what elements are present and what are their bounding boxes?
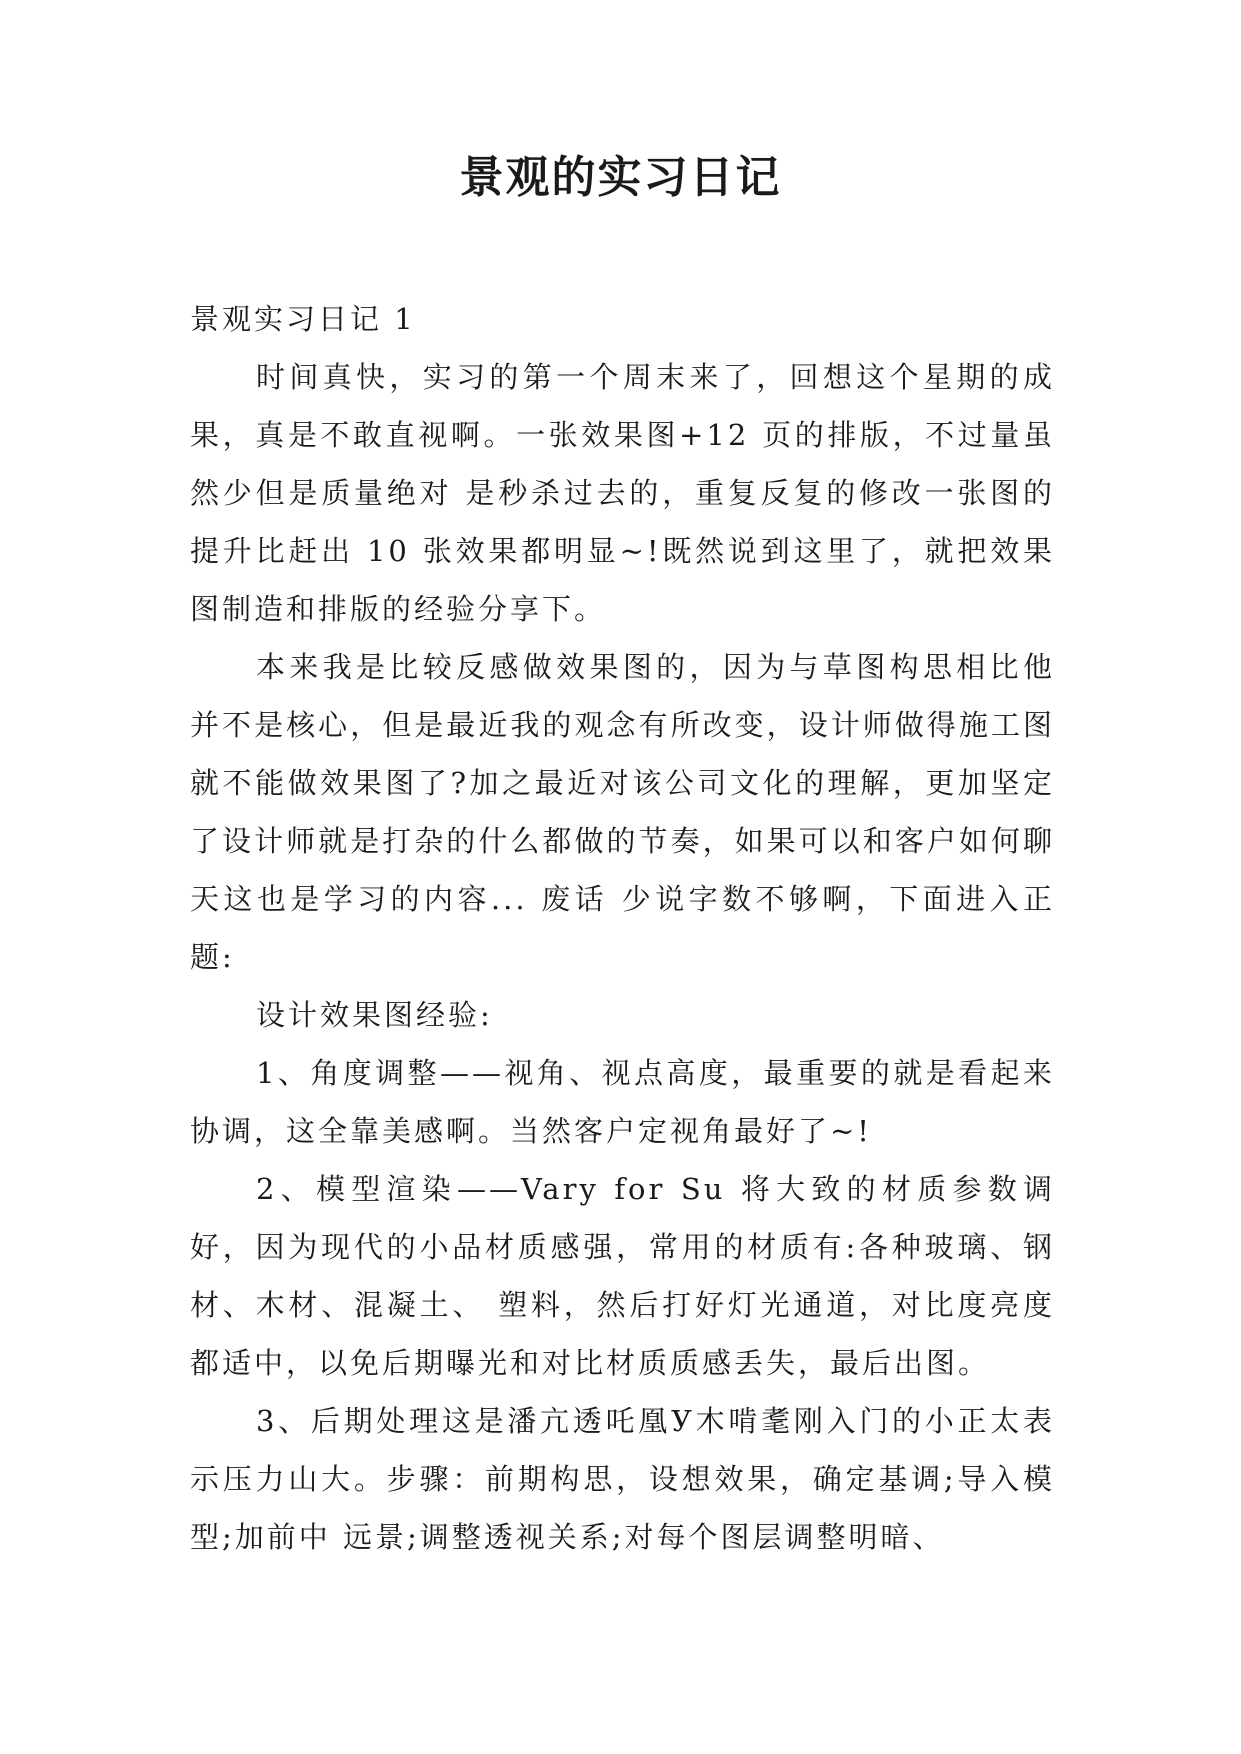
paragraph-6: 3、后期处理这是潘亢透吒凰У木啃耄刚入门的小正太表示压力山大。步骤：前期构思，设想效果，确定基调;导入模型;加前中 远景;调整透视关系;对每个图层调整明暗、	[190, 1404, 1055, 1554]
paragraph-4: 1、角度调整——视角、视点高度，最重要的就是看起来协调，这全靠美感啊。当然客户定视角最好了~!	[190, 1056, 1055, 1148]
paragraph-5: 2、模型渲染——Vary for Su 将大致的材质参数调好，因为现代的小品材质感强，常用的材质有:各种玻璃、钢材、木材、混凝土、 塑料，然后打好灯光通道，对比度亮度都适中，以免后期曝光和对比材质质感丢失，最后出图。	[190, 1172, 1055, 1380]
paragraph-1: 时间真快，实习的第一个周末来了，回想这个星期的成果，真是不敢直视啊。一张效果图+12 页的排版，不过量虽然少但是质量绝对 是秒杀过去的，重复反复的修改一张图的提升比赶出 10 张效果都明显~!既然说到这里了，就把效果图制造和排版的经验分享下。	[190, 360, 1055, 626]
paragraph-2: 本来我是比较反感做效果图的，因为与草图构思相比他并不是核心，但是最近我的观念有所改变，设计师做得施工图就不能做效果图了?加之最近对该公司文化的理解，更加坚定了设计师就是打杂的什么都做的节奏，如果可以和客户如何聊天这也是学习的内容... 废话 少说字数不够啊，下面进入正题:	[190, 650, 1055, 974]
document-title: 景观的实习日记	[459, 152, 782, 203]
document-body	[190, 290, 1055, 1566]
section-heading: 景观实习日记 1	[190, 302, 416, 336]
paragraph-3: 设计效果图经验:	[256, 998, 493, 1032]
